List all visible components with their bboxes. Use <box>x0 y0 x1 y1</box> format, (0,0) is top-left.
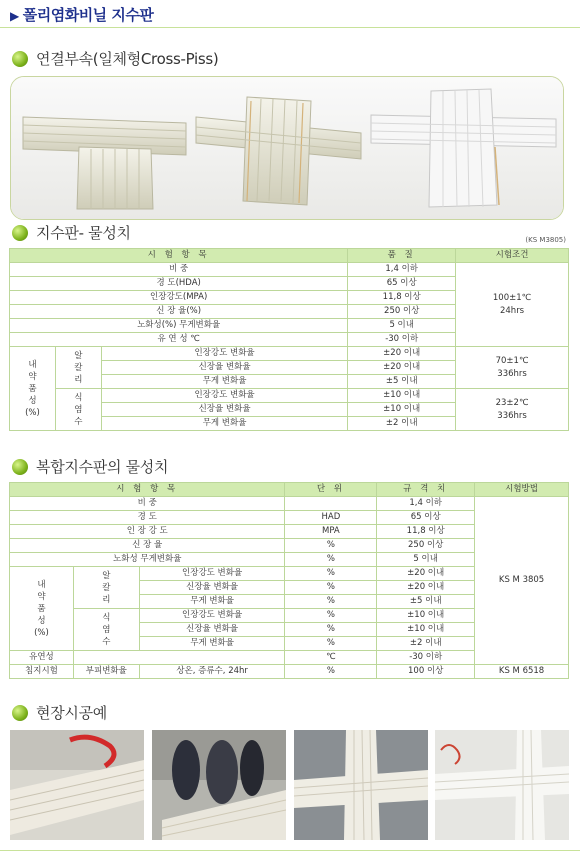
table-row: 노화성 무게변화율 % 5 이내 <box>10 553 569 567</box>
table-row: 무게 변화율 ±2 이내 <box>10 417 569 431</box>
footer-divider <box>0 850 580 851</box>
condition-alkali: 70±1℃ 336hrs <box>456 347 569 389</box>
table-row: 무게 변화율 % ±2 이내 <box>10 637 569 651</box>
table-row: 노화성(%) 무게변화율 5 이내 <box>10 319 569 333</box>
condition-main: 100±1℃ 24hrs <box>456 263 569 347</box>
header-condition: 시험조건 <box>456 249 569 263</box>
green-bullet-icon <box>12 705 28 721</box>
table-row: 비 중 1,4 이하 100±1℃ 24hrs <box>10 263 569 277</box>
table-row: 무게 변화율 % ±5 이내 <box>10 595 569 609</box>
triangle-bullet-icon: ▶ <box>10 9 19 23</box>
condition-acid: 23±2℃ 336hrs <box>456 389 569 431</box>
connector-photos-illustration <box>11 77 563 219</box>
header-test-item: 시 험 항 목 <box>10 249 348 263</box>
alkali-label: 알 칼 리 <box>55 347 101 389</box>
page-title-text: 폴리염화비닐 지수판 <box>22 6 154 24</box>
table-header-row: 시 험 항 목 단 위 규 격 치 시험방법 <box>10 483 569 497</box>
table-row: 신장율 변화율 ±10 이내 <box>10 403 569 417</box>
composite-table <box>9 482 569 679</box>
acid-label: 식 염 수 <box>55 389 101 431</box>
table-row: 신 장 율(%) 250 이상 <box>10 305 569 319</box>
field-photo-3 <box>294 730 429 840</box>
table-row: 경 도(HDA) 65 이상 <box>10 277 569 291</box>
acid-label: 식 염 수 <box>73 609 139 651</box>
table-row: 내 약 품 성 (%) 알 칼 리 인장강도 변화율 % ±20 이내 <box>10 567 569 581</box>
table-row: 유연성 ℃ -30 이하 <box>10 651 569 665</box>
method-main: KS M 3805 <box>475 497 569 665</box>
field-photo-2 <box>152 730 287 840</box>
section-composite-heading: 복합지수판의 물성치 <box>12 456 168 477</box>
table-row: 유 연 성 ℃ -30 이하 <box>10 333 569 347</box>
section-connector-heading: 연결부속(일체형Cross-Piss) <box>12 48 218 69</box>
table-row: 내 약 품 성 (%) 알 칼 리 인장강도 변화율 ±20 이내 70±1℃ 336hrs <box>10 347 569 361</box>
title-divider <box>0 27 580 28</box>
ks-standard-note: (KS M3805) <box>525 236 566 244</box>
green-bullet-icon <box>12 225 28 241</box>
table-row: 신장율 변화율 ±20 이내 <box>10 361 569 375</box>
table-row: 신 장 율 % 250 이상 <box>10 539 569 553</box>
table-row: 무게 변화율 ±5 이내 <box>10 375 569 389</box>
table-row: 인장강도(MPA) 11,8 이상 <box>10 291 569 305</box>
section-props-heading: 지수판- 물성치 <box>12 222 131 243</box>
green-bullet-icon <box>12 51 28 67</box>
page-title <box>10 4 153 25</box>
table-row: 경 도 HAD 65 이상 <box>10 511 569 525</box>
resistance-label: 내 약 품 성 (%) <box>10 567 74 651</box>
table-header-row <box>10 249 569 263</box>
table-row: 인 장 강 도 MPA 11,8 이상 <box>10 525 569 539</box>
props-table <box>9 248 569 431</box>
field-photo-4 <box>435 730 570 840</box>
connector-photo-panel <box>10 76 564 220</box>
table-row: 식 염 수 인장강도 변화율 % ±10 이내 <box>10 609 569 623</box>
table-row: 신장율 변화율 % ±10 이내 <box>10 623 569 637</box>
green-bullet-icon <box>12 459 28 475</box>
alkali-label: 알 칼 리 <box>73 567 139 609</box>
header-quality: 품 질 <box>348 249 456 263</box>
field-photo-1 <box>10 730 145 840</box>
table-row: 신장율 변화율 % ±20 이내 <box>10 581 569 595</box>
field-photos <box>10 730 570 840</box>
table-row: 비 중 1,4 이하 KS M 3805 <box>10 497 569 511</box>
section-field-heading: 현장시공예 <box>12 702 107 723</box>
table-row: 침지시험 부피변화율 상온, 증류수, 24hr % 100 이상 KS M 6518 <box>10 665 569 679</box>
table-row: 식 염 수 인장강도 변화율 ±10 이내 23±2℃ 336hrs <box>10 389 569 403</box>
resistance-label: 내 약 품 성 (%) <box>10 347 56 431</box>
